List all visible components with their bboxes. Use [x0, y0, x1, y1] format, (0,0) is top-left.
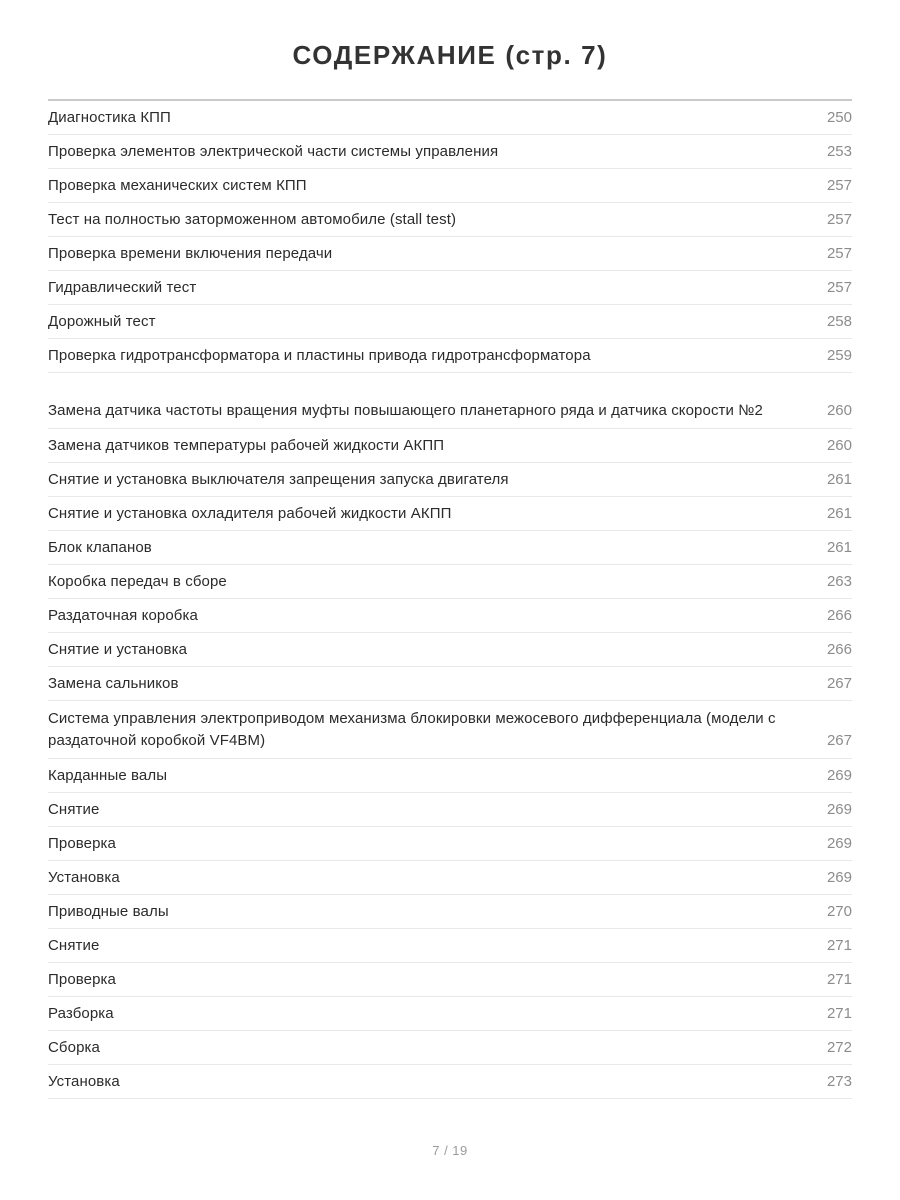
toc-entry-page-number: 258 [826, 313, 852, 330]
toc-entry-page-number: 271 [826, 937, 852, 954]
toc-entry-label: Коробка передач в сборе [48, 573, 227, 590]
toc-entry-page-number: 267 [826, 732, 852, 749]
toc-entry-label: Снятие [48, 937, 100, 954]
toc-entry-label: Система управления электроприводом механизма блокировки межосевого дифференциала (модели с раздаточной коробкой VF4BM) [48, 710, 776, 749]
toc-entry-label: Гидравлический тест [48, 279, 197, 296]
toc-entry-page-number: 269 [826, 869, 852, 886]
toc-entry-label: Замена датчика частоты вращения муфты повышающего планетарного ряда и датчика скорости №2 [48, 402, 763, 419]
toc-entry[interactable] [48, 373, 852, 429]
toc-entry[interactable] [48, 305, 852, 339]
toc-entry[interactable] [48, 1031, 852, 1065]
toc-entry[interactable] [48, 827, 852, 861]
toc-entry[interactable] [48, 599, 852, 633]
toc-entry-label: Разборка [48, 1005, 114, 1022]
toc-entry-label: Проверка механических систем КПП [48, 177, 307, 194]
toc-entry-page-number: 260 [826, 402, 852, 419]
toc-entry-label: Снятие и установка [48, 641, 188, 658]
toc-entry-label: Сборка [48, 1039, 100, 1056]
toc-entry[interactable] [48, 759, 852, 793]
toc-entry-page-number: 260 [826, 437, 852, 454]
toc-entry-label: Проверка времени включения передачи [48, 245, 333, 262]
toc-entry-page-number: 261 [826, 471, 852, 488]
toc-entry[interactable] [48, 169, 852, 203]
toc-entry[interactable] [48, 997, 852, 1031]
toc-entry-label: Приводные валы [48, 903, 169, 920]
toc-entry[interactable] [48, 135, 852, 169]
toc-entry-label: Снятие и установка выключателя запрещения запуска двигателя [48, 471, 509, 488]
toc-entry-page-number: 259 [826, 347, 852, 364]
toc-entry-label: Замена датчиков температуры рабочей жидкости АКПП [48, 437, 445, 454]
toc-entry-page-number: 257 [826, 245, 852, 262]
toc-entry[interactable] [48, 463, 852, 497]
toc-entry-label: Замена сальников [48, 675, 179, 692]
toc-entry-label: Раздаточная коробка [48, 607, 198, 624]
toc-entry[interactable] [48, 929, 852, 963]
toc-entry[interactable] [48, 429, 852, 463]
toc-entry-label: Проверка [48, 971, 116, 988]
toc-entry-label: Проверка [48, 835, 116, 852]
toc-entry[interactable] [48, 861, 852, 895]
toc-entry[interactable] [48, 793, 852, 827]
toc-entry[interactable] [48, 1065, 852, 1099]
toc-entry[interactable] [48, 497, 852, 531]
toc-entry-page-number: 267 [826, 675, 852, 692]
toc-entry-page-number: 257 [826, 279, 852, 296]
toc-entry-label: Снятие [48, 801, 100, 818]
toc-entry-page-number: 261 [826, 539, 852, 556]
toc-entry-page-number: 261 [826, 505, 852, 522]
toc-entry[interactable] [48, 701, 852, 759]
toc-entry[interactable] [48, 339, 852, 373]
toc-entry[interactable] [48, 101, 852, 135]
toc-entry-label: Блок клапанов [48, 539, 152, 556]
toc-entry[interactable] [48, 633, 852, 667]
toc-entry[interactable] [48, 565, 852, 599]
toc-entry-page-number: 263 [826, 573, 852, 590]
toc-entry[interactable] [48, 271, 852, 305]
toc-entry-page-number: 271 [826, 971, 852, 988]
page-pagination: 7 / 19 [432, 1143, 468, 1158]
toc-entry-page-number: 269 [826, 767, 852, 784]
toc-entry-page-number: 269 [826, 835, 852, 852]
toc-entry-label: Диагностика КПП [48, 109, 171, 126]
toc-entry-page-number: 270 [826, 903, 852, 920]
toc-entry[interactable] [48, 237, 852, 271]
toc-entry[interactable] [48, 531, 852, 565]
toc-entry-label: Тест на полностью заторможенном автомобиле (stall test) [48, 211, 457, 228]
toc-entry-label: Установка [48, 1073, 120, 1090]
toc-entry-page-number: 266 [826, 641, 852, 658]
toc-entry-label: Проверка элементов электрической части системы управления [48, 143, 499, 160]
toc-entry[interactable] [48, 963, 852, 997]
toc-entry[interactable] [48, 203, 852, 237]
toc-entry-label: Карданные валы [48, 767, 168, 784]
toc-entry-page-number: 273 [826, 1073, 852, 1090]
toc-entry-page-number: 269 [826, 801, 852, 818]
toc-entry-label: Дорожный тест [48, 313, 156, 330]
toc-entry-page-number: 250 [826, 109, 852, 126]
toc-entry-page-number: 257 [826, 211, 852, 228]
toc-entry-label: Проверка гидротрансформатора и пластины привода гидротрансформатора [48, 347, 591, 364]
toc-entry-page-number: 253 [826, 143, 852, 160]
toc-entry-page-number: 266 [826, 607, 852, 624]
toc-entry[interactable] [48, 667, 852, 701]
toc-entry-page-number: 271 [826, 1005, 852, 1022]
toc-entry-page-number: 272 [826, 1039, 852, 1056]
table-of-contents-list [48, 101, 852, 1099]
toc-entry-label: Установка [48, 869, 120, 886]
toc-entry-page-number: 257 [826, 177, 852, 194]
page-title: СОДЕРЖАНИЕ (стр. 7) [292, 40, 608, 70]
toc-entry[interactable] [48, 895, 852, 929]
toc-entry-label: Снятие и установка охладителя рабочей жидкости АКПП [48, 505, 452, 522]
